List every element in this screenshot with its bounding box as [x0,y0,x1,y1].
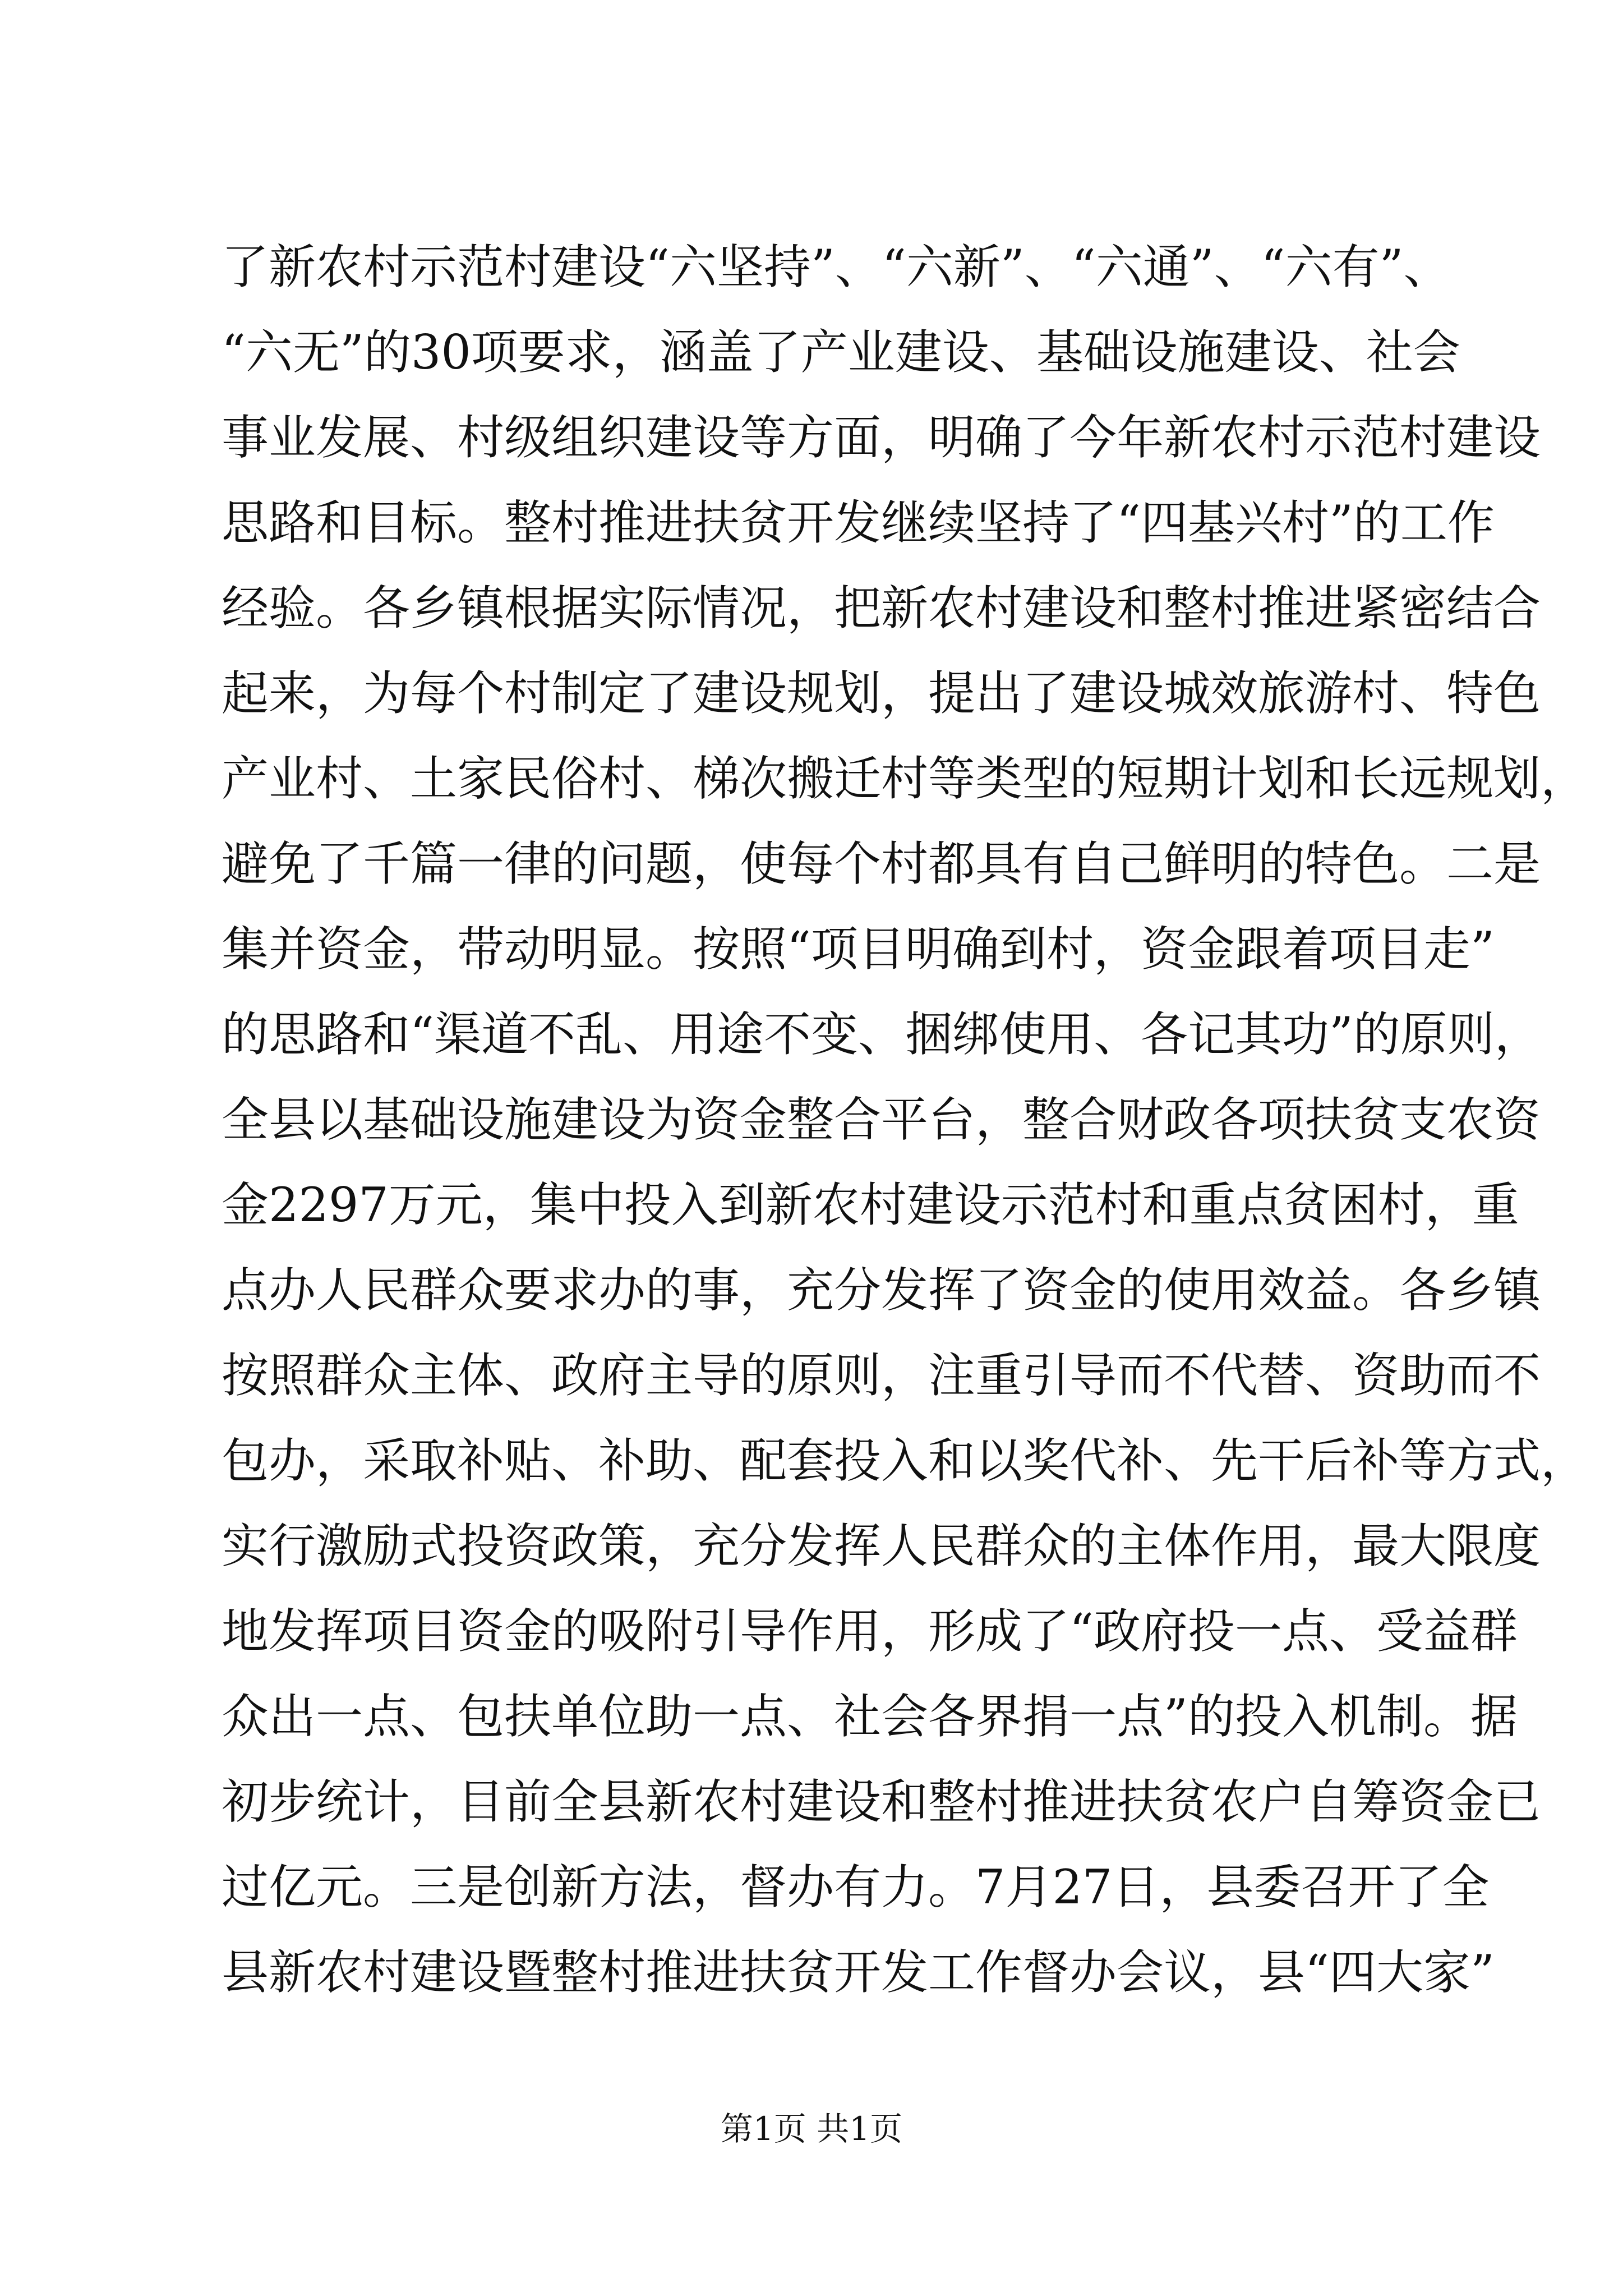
text-line: 众出一点、包扶单位助一点、社会各界捐一点”的投入机制。据 [222,1689,1518,1744]
text-line: 点办人民群众要求办的事，充分发挥了资金的使用效益。各乡镇 [222,1263,1541,1318]
text-line: 县新农村建设暨整村推进扶贫开发工作督办会议，县“四大家” [222,1945,1495,2000]
text-line: 过亿元。三是创新方法，督办有力。7月27日，县委召开了全 [222,1860,1490,1915]
text-line: 初步统计，目前全县新农村建设和整村推进扶贫农户自筹资金已 [222,1774,1541,1829]
body-text [222,224,1588,2015]
page-footer [0,2106,1623,2151]
text-line: 避免了千篇一律的问题，使每个村都具有自己鲜明的特色。二是 [222,836,1541,891]
text-line: 按照群众主体、政府主导的原则，注重引导而不代替、资助而不 [222,1348,1541,1403]
page-number-label: 第1页 共1页 [720,2110,903,2148]
text-line: 全县以基础设施建设为资金整合平台，整合财政各项扶贫支农资 [222,1092,1541,1147]
text-line: 集并资金，带动明显。按照“项目明确到村，资金跟着项目走” [222,922,1495,977]
text-line: 金2297万元，集中投入到新农村建设示范村和重点贫困村，重 [222,1177,1519,1232]
text-line: 的思路和“渠道不乱、用途不变、捆绑使用、各记其功”的原则， [222,1007,1542,1062]
text-line: 包办，采取补贴、补助、配套投入和以奖代补、先干后补等方式， [222,1433,1588,1488]
text-line: 产业村、土家民俗村、梯次搬迁村等类型的短期计划和长远规划， [222,751,1588,806]
text-line: 思路和目标。整村推进扶贫开发继续坚持了“四基兴村”的工作 [222,495,1495,550]
text-line: “六无”的30项要求，涵盖了产业建设、基础设施建设、社会 [222,325,1460,380]
text-line: 事业发展、村级组织建设等方面，明确了今年新农村示范村建设 [222,410,1541,465]
text-line: 地发挥项目资金的吸附引导作用，形成了“政府投一点、受益群 [222,1604,1518,1659]
text-line: 实行激励式投资政策，充分发挥人民群众的主体作用，最大限度 [222,1519,1541,1573]
text-line: 经验。各乡镇根据实际情况，把新农村建设和整村推进紧密结合 [222,581,1541,636]
text-line: 起来，为每个村制定了建设规划，提出了建设城效旅游村、特色 [222,666,1541,721]
text-line: 了新农村示范村建设“六坚持”、“六新”、“六通”、“六有”、 [222,240,1451,295]
